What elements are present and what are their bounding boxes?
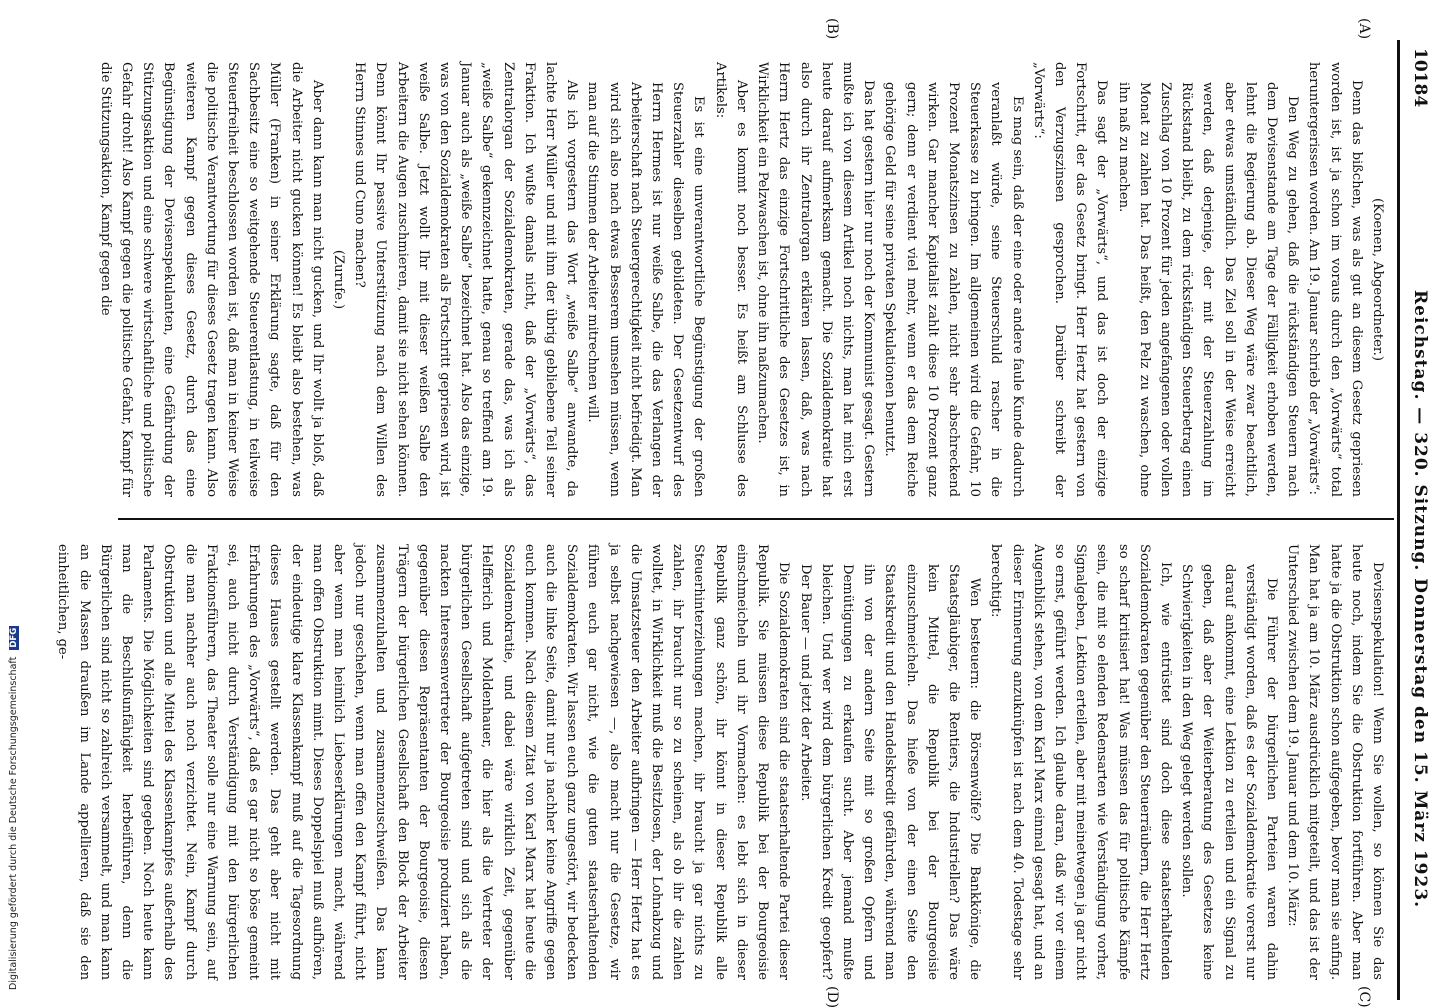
margin-marker-d: (D) <box>824 986 840 1008</box>
quote-paragraph: Die Führer der bürgerlichen Parteien waren dahin verständigt worden, daß es der Sozialdemokratie vorerst nur darauf ankommt, eine Lektion zu erteilen und ein Signal zu geben, daß aber der Weiterberatung des Gesetzes keine Schwierigkeiten in den Weg gelegt werden sollen. <box>1179 564 1279 980</box>
right-column <box>55 544 1388 980</box>
paragraph: Aber es kommt noch besser. Es heißt am Schlusse des Artikels: <box>712 62 749 497</box>
paragraph: Ich, wie entrüstet sind doch diese staatserhaltenden Sozialdemokraten gegenüber den Steuerräubern, die Herr Hertz so scharf kritisiert hat! Was müssen das für politische Kämpfe sein, die mit so elenden Redensarten wie Verständigung vorher, Signalgeben, Lektion erteilen, aber mit meinetwegen ja gar nicht so ernst, geführt werden. Ich glaube daran, daß wir vor einem Augenblick stehen, von dem Karl Marx einmal gesagt hat, und an dieser Erinnerung anzuknüpfen ist nach dem 40. Todestage sehr berechtigt: <box>988 544 1173 980</box>
left-column <box>97 62 1388 497</box>
dfg-logo-icon: DFG <box>9 627 19 648</box>
interjection: (Zurufe.) <box>331 249 347 310</box>
margin-marker-c: (C) <box>1356 986 1372 1008</box>
paragraph: Denn das bißchen, was als gut an diesem Gesetz gepriesen worden ist, ist ja schon im voraus durch den „Vorwärts“ total heruntergerissen worden. Am 19. Januar schrieb der „Vorwärts“: <box>1306 62 1364 497</box>
paragraph: Devisenspekulation! Wenn Sie wollen, so können Sie das heute noch, indem Sie die Obstruktion fortführen. Aber man hatte ja die Obstruktion schon aufgegeben, bevor man sie anfing. Man hat ja am 10. März ausdrücklich mitgeteilt, und das ist der Unterschied zwischen dem 19. Januar und dem 10. März: <box>1285 544 1385 980</box>
margin-marker-a: (A) <box>1356 18 1372 40</box>
quote-paragraph: Wen besteuern: die Börsenwölfe? Die Bankkönige, die Staatsgläubiger, die Rentiers, die Industriellen? Das wäre kein Mittel, die Republik bei der Bourgeoisie einzuschmeicheln. Das hieße von der einen Seite den Staatskredit und den Handelskredit gefährden, während man ihn von der andern Seite mit so großen Opfern und Demütigungen zu erkaufen sucht. Aber jemand mußte bleichen. Und wer wird dem bürgerlichen Kredit geopfert? Der Bauer — und jetzt der Arbeiter. <box>797 564 983 980</box>
paragraph: Das sagt der „Vorwärts“, und das ist doch der einzige Fortschritt, der das Gesetz bringt. Herr Hertz hat gestern von den Verzugszinsen gesprochen. Darüber schreibt der „Vorwärts“: <box>1030 62 1110 497</box>
page-header <box>1400 40 1440 1000</box>
quote-paragraph: Es ist eine unverantwortliche Begünstigung der großen Steuerzahler dieselben gebildeten. Der Gesetzentwurf des Herrn Hermes ist nur weiße Salbe, die das Verlangen der Arbeiterschaft nach Steuergerechtigkeit nicht befriedigt. Man wird sich also nach etwas Besserem umsehen müssen, wenn man auf die Stimmen der Arbeiter mitrechnen will. <box>585 82 707 497</box>
newspaper-page <box>55 18 1440 1008</box>
credit-text: Digitalisierung gefördert durch die Deutsche Forschungsgemeinschaft <box>8 656 19 990</box>
column-divider <box>118 518 1394 520</box>
paragraph: Das hat gestern hier nur noch der Kommunist gesagt. Gestern mußte ich von diesem Artikel noch nichts, man hat mich erst heute darauf aufmerksam gemacht. Die Sozialdemokratie hat also durch ihr Zentralorgan erklären lassen, daß, was nach Herrn Hertz das einzige Fortschrittliche des Gesetzes ist, in Wirklichkeit ein Pelzwaschen ist, ohne ihn naßzumachen. <box>755 62 877 497</box>
quote-paragraph: Den Weg zu gehen, daß die rückständigen Steuern nach dem Devisenstande am Tage der Fälligkeit erhoben werden, lehnt die Regierung ab. Dieser Weg wäre zwar beachtlich, aber etwas umständlich. Das Ziel soll in der Weise erreicht werden, daß derjenige, der mit der Steuerzahlung im Rückstand bleibt, zu dem rückständigen Steuerbetrag einen Zuschlag von 10 Prozent für jeden angefangenen oder vollen Monat zu zahlen hat. Das heißt, den Pelz zu waschen, ohne ihn naß zu machen. <box>1115 82 1301 497</box>
quote-paragraph: Es mag sein, daß der eine oder andere faule Kunde dadurch veranlaßt würde, seine Steuerschuld rascher in die Steuerkasse zu bringen. Im allgemeinen wird die Gefahr, 10 Prozent Monatszinsen zu zahlen, nicht sehr abschreckend wirken. Gar mancher Kapitalist zahlt diese 10 Prozent ganz gern; denn er verdient viel mehr, wenn er das dem Reiche gehörige Geld für seine privaten Spekulationen benutzt. <box>882 82 1025 497</box>
page-number: 10184 <box>1410 48 1430 108</box>
header-rule <box>1397 40 1400 1000</box>
paragraph: Aber dann kann man nicht gucken, und Ihr wollt ja bloß, daß die Arbeiter nicht gucken können! Es bleibt also bestehen, was Müller (Franken) in seiner Erklärung sagte, daß für den Sachbesitz eine so weitgehende Steuerentlastung, in teilweise Steuerfreiheit beschlossen worden ist, daß man in keiner Weise die politische Verantwortung für dieses Gesetz tragen kann. Also weiteren Kampf gegen dieses Gesetz, durch das eine Begünstigung der Devisenspekulanten, eine Gefährdung der Stützungsaktion und eine schwere wirtschaftliche und politische Gefahr droht! Also Kampf gegen die politische Gefahr, Kampf für die Stützungsaktion, Kampf gegen die <box>97 62 325 497</box>
running-head: Reichstag. — 320. Sitzung. Donnerstag den 15. März 1923. <box>1410 290 1430 909</box>
speaker-line: (Koenen, Abgeordneter.) <box>1370 198 1385 361</box>
paragraph: Als ich vorgestern das Wort „weiße Salbe“ anwandte, da lachte Herr Müller und mit ihm der übrig gebliebene Teil seiner Fraktion. Ich wußte damals nicht, daß der „Vorwärts“, das Zentralorgan der Sozialdemokraten, gerade das, was ich als „weiße Salbe“ gekennzeichnet hatte, genau so treffend am 19. Januar auch als „weiße Salbe“ bezeichnet hat. Also das einzige, was von den Sozialdemokraten als Fortschritt gepriesen wird, ist weiße Salbe. Jetzt wollt Ihr mit dieser weißen Salbe den Arbeitern die Augen zuschmieren, damit sie nicht sehen können. Denn könnt Ihr passive Unterstützung nach dem Willen des Herrn Stinnes und Cuno machen? <box>352 62 580 497</box>
digitization-credit <box>8 570 19 990</box>
paragraph: Die Sozialdemokraten sind die staatserhaltende Partei dieser Republik. Sie müssen diese Republik bei der Bourgeoisie einschmeicheln und ihr Vormachen: es lebt sich in dieser Republik ganz schön, ihr könnt in dieser Republik alle Steuerhinterziehungen machen, ihr braucht ja gar nichts zu zahlen, ihr braucht nur so zu scheinen, als ob ihr die zahlen wolltet, in Wirklichkeit muß die Besitzlosen, der Lohnabzug und die Umsatzsteuer den Arbeiter aufbringen — Herr Hertz hat es ja selbst nachgewiesen —, also macht nur die Gesetze, wir führen euch gar nicht, wie die guten staatserhaltenden Sozialdemokraten. Wir lassen euch ganz ungestört, wir bedecken auch die linke Seite, damit nur ja nachher keine Angriffe gegen euch kommen. Nach diesem Zitat von Karl Marx hat heute die Sozialdemokratie, und dabei wäre wirklich Zeit, gegenüber Helfferich und Moldenhauer, die hier als die Vertreter der bürgerlichen Gesellschaft aufgetreten sind und sich als die nackten Interessenvertreter der Bourgeoisie produziert haben, gegenüber diesen Repräsentanten der Bourgeoisie, diesen Trägern der bürgerlichen Gesellschaft den Block der Arbeiter zusammenzuhalten und zusammenzuschweißen. Das kann jedoch nur geschehen, wenn man offen den Kampf führt, nicht aber wenn man heimlich Liebeserklärungen macht, während man offen Obstruktion mimt. Dieses Doppelspiel muß aufhören, der eindeutige klare Klassenkampf muß auf die Tagesordnung dieses Hauses gestellt werden. Das geht aber nicht mit Erfahrungen des „Vorwärts“, daß es gar nicht so böse gemeint sei, auch nicht durch Verständigung mit den bürgerlichen Fraktionsführern, das Theater solle nur eine Warnung sein, auf die man nachher auch noch verzichtet. Nein, Kampf durch Obstruktion und alle Mittel des Klassenkampfes außerhalb des Parlaments. Die Möglichkeiten sind gegeben. Noch heute kann man die Beschlußunfähigkeit herbeiführen, denn die Bürgerlichen sind nicht so zahlreich versammelt, und man kann an die Massen draußen im Lande appellieren, daß sie den einheitlichen, ge- <box>55 544 792 980</box>
margin-marker-b: (B) <box>824 18 840 40</box>
